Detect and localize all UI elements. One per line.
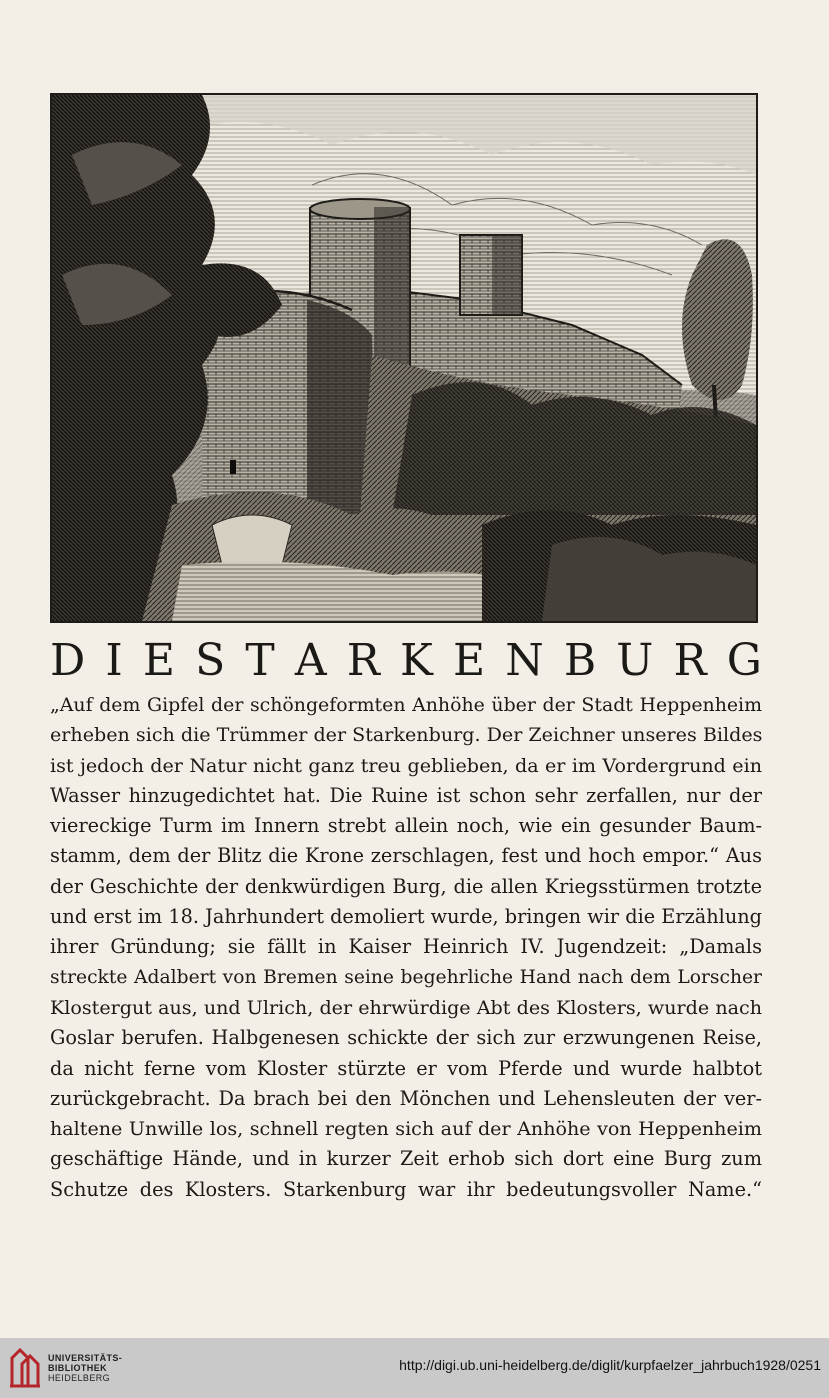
library-name-line2: BIBLIOTHEK <box>48 1363 107 1373</box>
source-url-link[interactable]: http://digi.ub.uni-heidelberg.de/diglit/kurpfaelzer_jahrbuch1928/0251 <box>399 1357 821 1373</box>
heidelberg-library-logo-icon <box>8 1346 42 1390</box>
text-line: und erst im 18. Jahrhundert demoliert wurde, bringen wir die Erzählung <box>50 905 762 929</box>
text-line: Schutze des Klosters. Starkenburg war ihr bedeutungsvoller Name.“ <box>50 1177 762 1201</box>
heading-letter: A <box>294 634 327 686</box>
heading-letter: E <box>452 634 486 686</box>
heading-letter: U <box>616 634 654 686</box>
engraving-illustration <box>50 93 758 623</box>
paragraph-text <box>50 690 762 1205</box>
heading-letter: E <box>142 634 176 686</box>
text-line: Goslar berufen. Halbgenesen schickte der sich zur erzwungenen Reise, <box>50 1026 762 1050</box>
library-name-line1: UNIVERSITÄTS- <box>48 1353 123 1363</box>
text-line: da nicht ferne vom Kloster stürzte er vom Pferde und wurde halbtot <box>50 1056 762 1080</box>
text-line: erheben sich die Trümmer der Starkenburg. Der Zeichner unseres Bildes <box>50 723 763 747</box>
heading-letter: K <box>400 634 433 686</box>
text-line: „Auf dem Gipfel der schöngeformten Anhöhe über der Stadt Heppenheim <box>50 694 762 716</box>
library-name-line3: HEIDELBERG <box>48 1373 111 1383</box>
heading-letter: D <box>50 634 86 686</box>
heading-letter: S <box>195 634 226 686</box>
text-line: Klostergut aus, und Ulrich, der ehrwürdige Abt des Klosters, wurde nach <box>50 995 762 1019</box>
text-line: zurückgebracht. Da brach bei den Mönchen und Lehensleuten der ver- <box>50 1086 762 1110</box>
heading-letter: R <box>346 634 380 686</box>
text-line: stamm, dem der Blitz die Krone zerschlagen, fest und hoch empor.“ Aus <box>50 844 762 868</box>
heading-letter: G <box>726 634 762 686</box>
heading-letter: N <box>505 634 544 686</box>
starkenburg-ruin-engraving <box>52 95 756 621</box>
library-name <box>48 1353 122 1383</box>
chapter-heading <box>50 632 762 688</box>
heading-letter: I <box>105 634 123 686</box>
text-line: ihrer Gründung; sie fällt in Kaiser Heinrich IV. Jugendzeit: „Damals <box>50 935 762 959</box>
heading-letter: T <box>245 634 275 686</box>
heading-letter: R <box>673 634 707 686</box>
text-line: der Geschichte der denkwürdigen Burg, die allen Kriegsstürmen trotzte <box>50 874 762 898</box>
text-line: viereckige Turm im Innern strebt allein noch, wie ein gesunder Baum- <box>50 814 762 838</box>
library-footer-bar <box>0 1338 829 1398</box>
text-line: haltene Unwille los, schnell regten sich auf der Anhöhe von Heppenheim <box>50 1117 762 1141</box>
text-line: streckte Adalbert von Bremen seine begehrliche Hand nach dem Lorscher <box>50 966 762 988</box>
text-line: geschäftige Hände, und in kurzer Zeit erhob sich dort eine Burg zum <box>50 1147 762 1171</box>
text-line: Wasser hinzugedichtet hat. Die Ruine ist schon sehr zerfallen, nur der <box>50 783 762 807</box>
text-line: ist jedoch der Natur nicht ganz treu geblieben, da er im Vordergrund ein <box>50 753 762 777</box>
heading-letter: B <box>563 634 597 686</box>
